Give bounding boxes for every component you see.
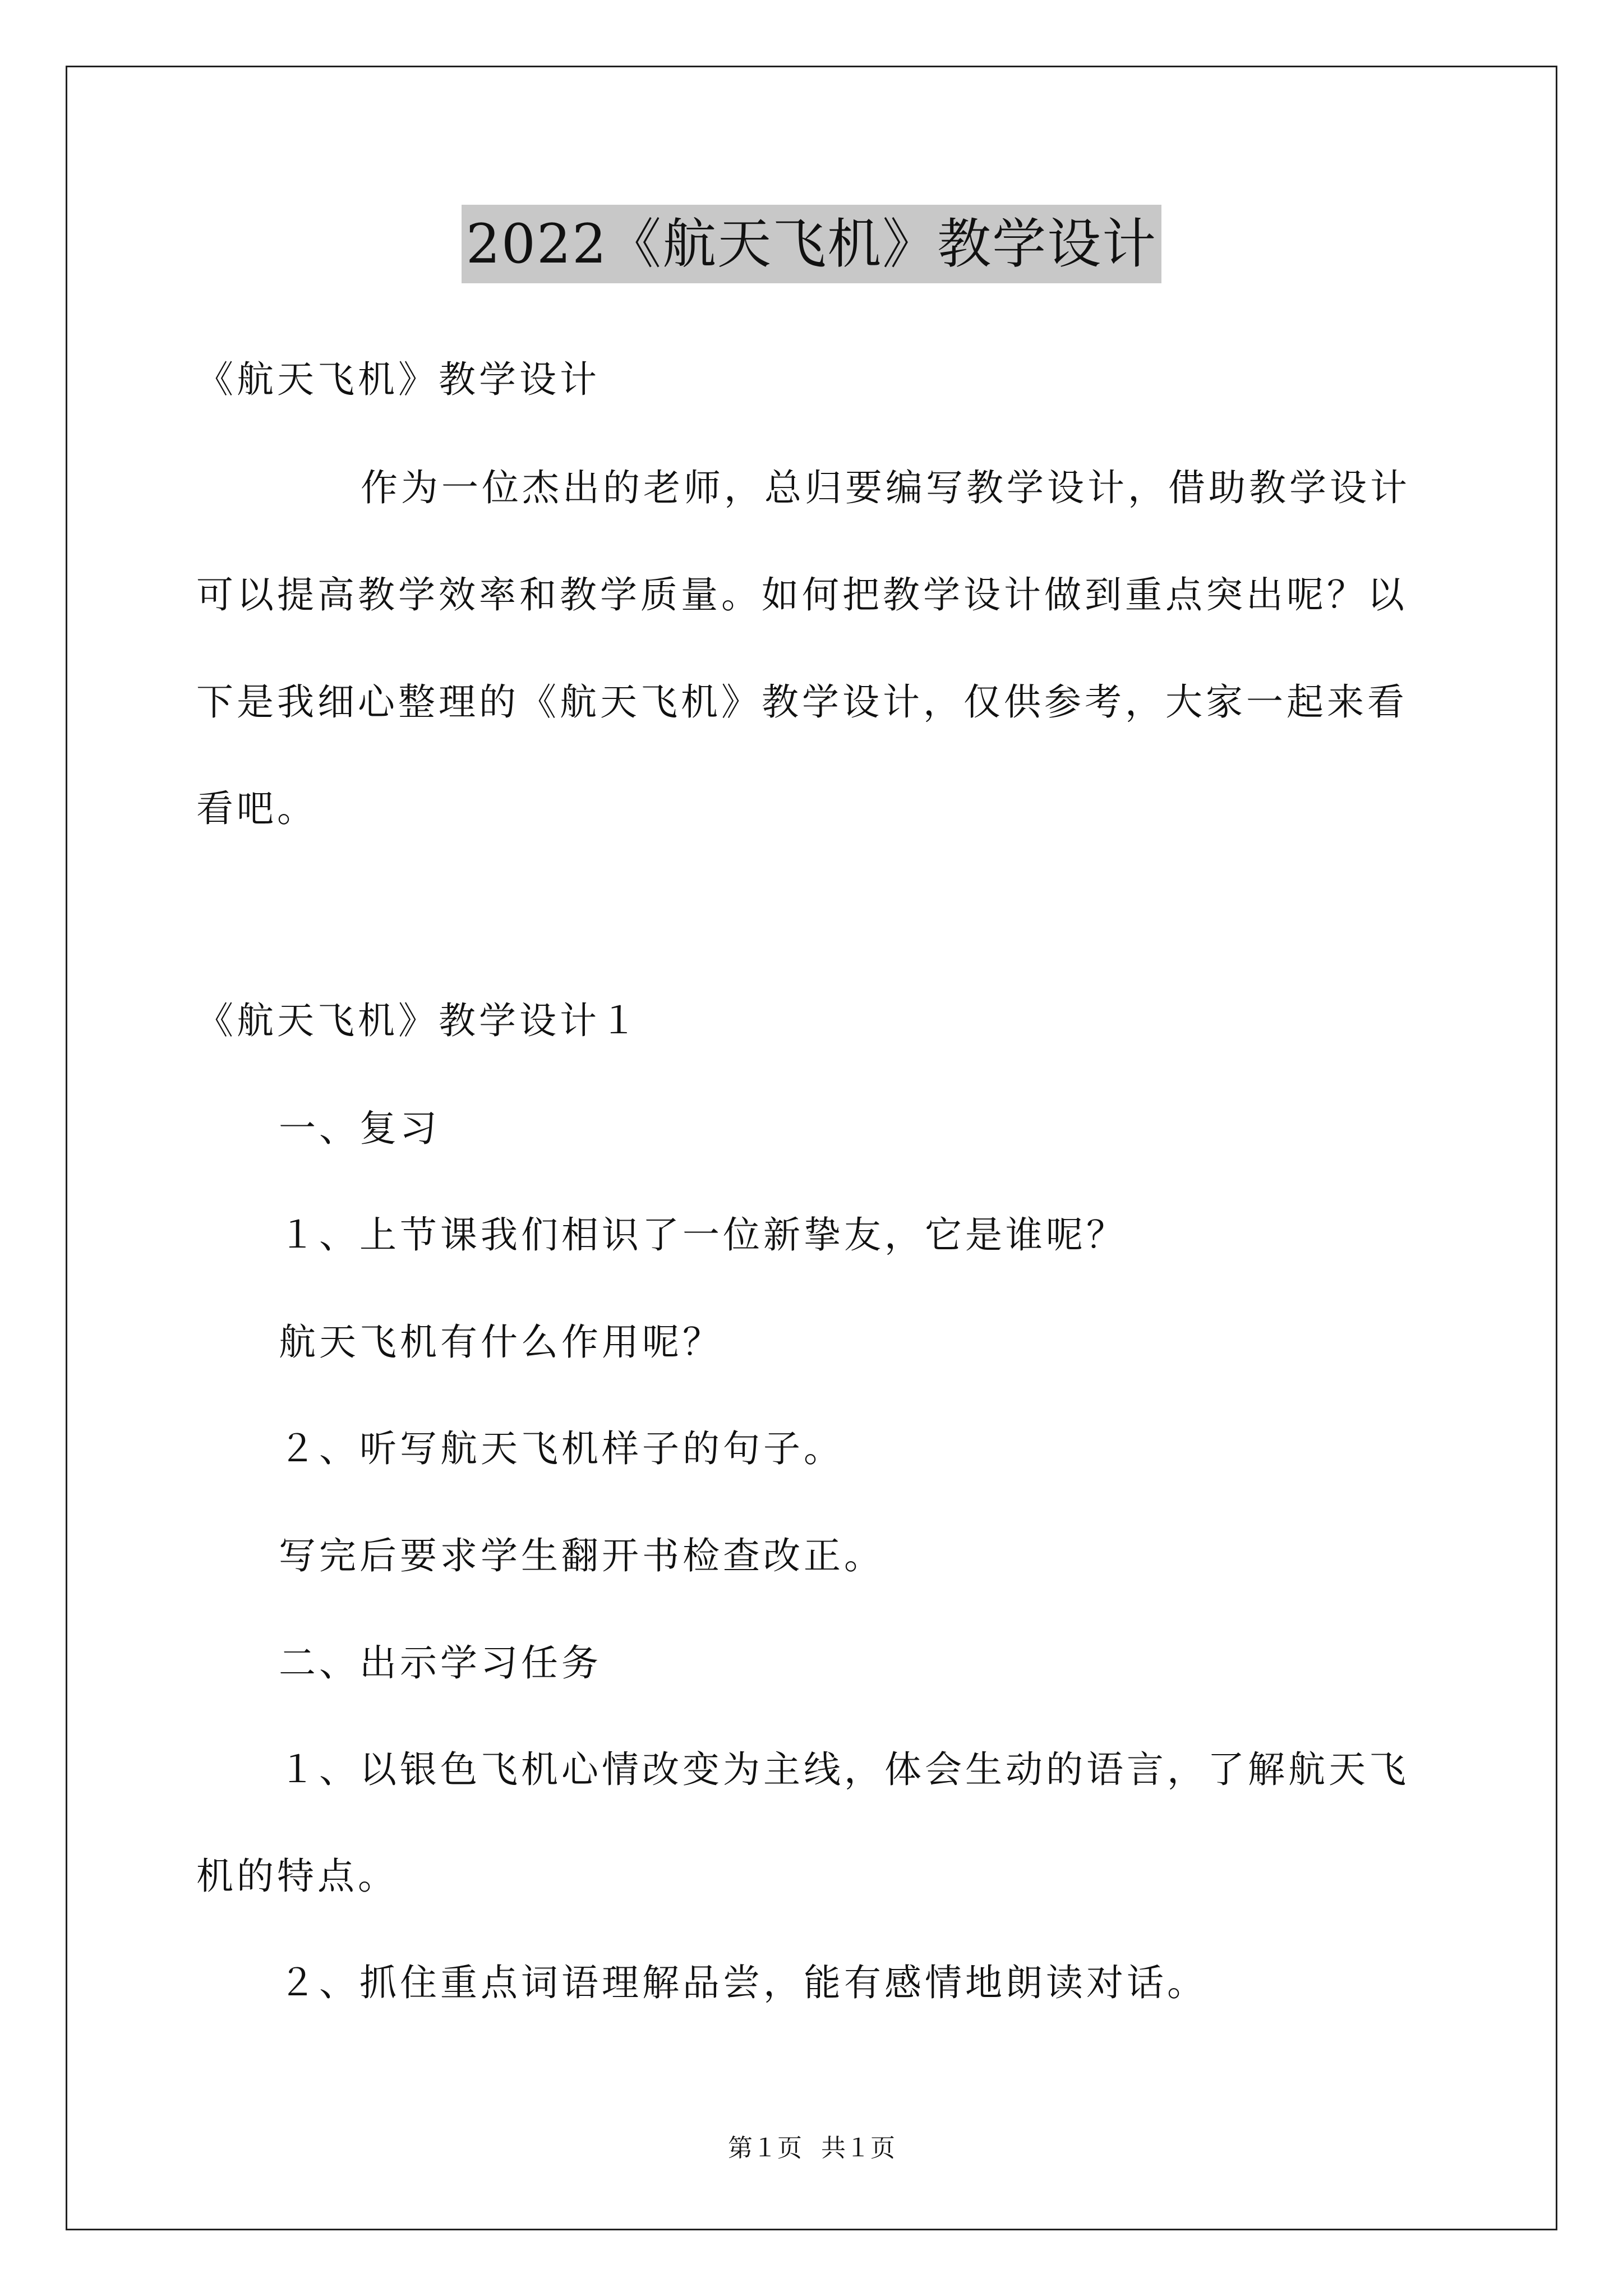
- section-heading: 《航天飞机》教学设计１: [196, 999, 640, 1042]
- title-wrap: [0, 205, 1623, 283]
- list-item: 写完后要求学生翻开书检查改正。: [279, 1534, 884, 1577]
- paragraph-line: 作为一位杰出的老师，总归要编写教学设计，借助教学设计: [361, 466, 1410, 509]
- subtitle-line: 《航天飞机》教学设计: [196, 358, 600, 401]
- list-heading: 二、出示学习任务: [279, 1641, 602, 1685]
- paragraph-line: 下是我细心整理的《航天飞机》教学设计，仅供参考，大家一起来看: [196, 680, 1408, 724]
- page-total: 共１页: [821, 2134, 895, 2162]
- list-item: １、上节课我们相识了一位新挚友，它是谁呢？: [279, 1213, 1127, 1257]
- list-item: 航天飞机有什么作用呢？: [279, 1320, 723, 1364]
- list-item: ２、抓住重点词语理解品尝，能有感情地朗读对话。: [279, 1961, 1207, 2004]
- page-footer: [0, 2132, 1623, 2165]
- page-number: 第１页: [728, 2134, 802, 2162]
- list-item: １、以银色飞机心情改变为主线，体会生动的语言，了解航天飞: [279, 1748, 1409, 1791]
- paragraph-line: 看吧。: [196, 787, 317, 830]
- list-heading: 一、复习: [279, 1107, 440, 1150]
- list-item-continued: 机的特点。: [196, 1855, 398, 1898]
- document-title: 2022《航天飞机》教学设计: [462, 205, 1161, 283]
- paragraph-line: 可以提高教学效率和教学质量。如何把教学设计做到重点突出呢？以: [196, 573, 1408, 616]
- list-item: ２、听写航天飞机样子的句子。: [279, 1427, 844, 1470]
